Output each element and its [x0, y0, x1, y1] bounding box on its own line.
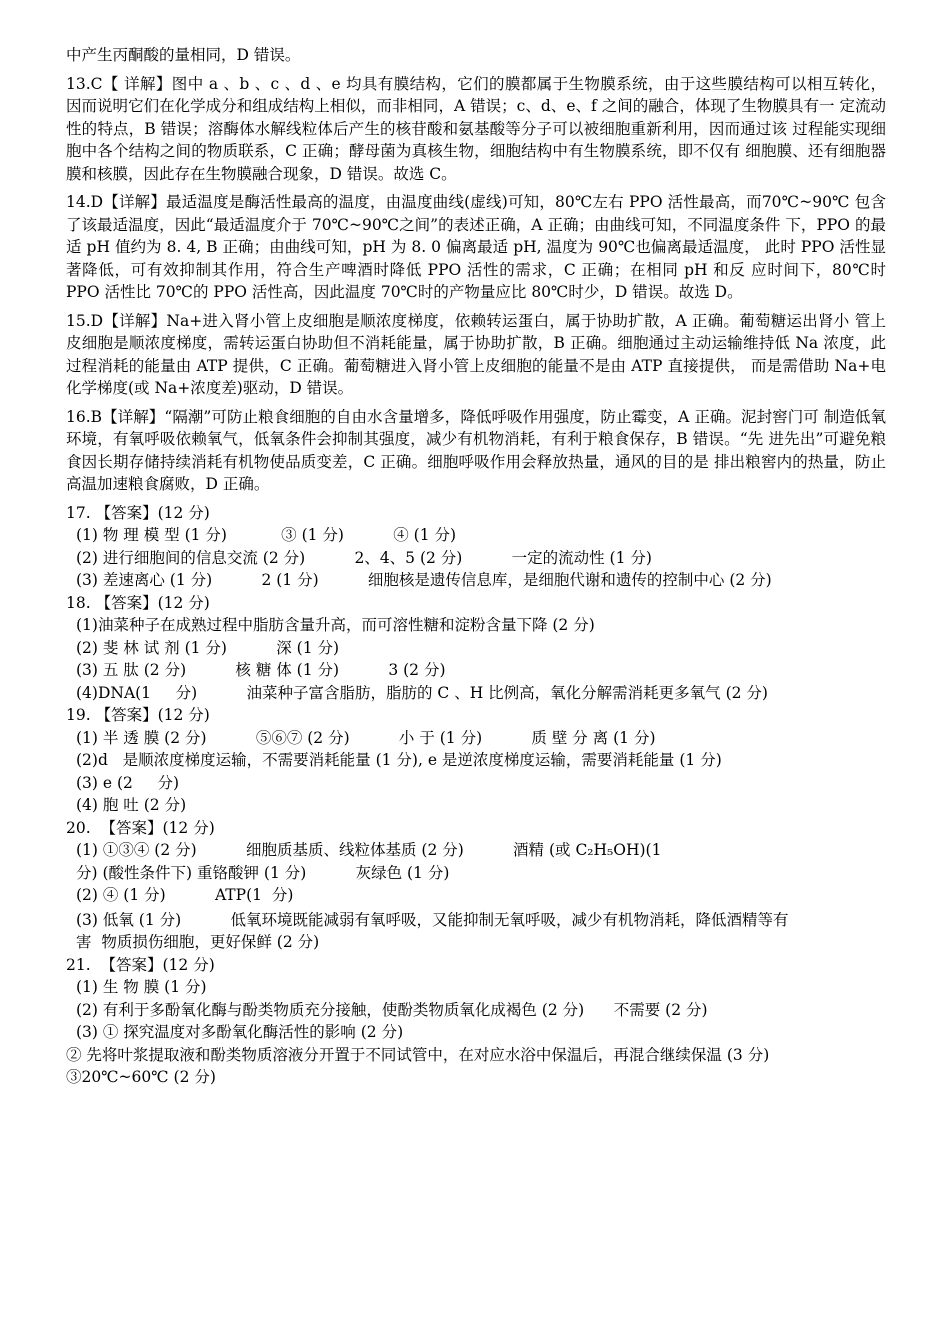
answer-line: ② 先将叶浆提取液和酚类物质溶液分开置于不同试管中，在对应水浴中保温后，再混合继续保温 (3 分)	[66, 1045, 770, 1064]
answer-block-q20	[66, 817, 886, 954]
answer-line: (3) 五 肽 (2 分) 核 糖 体 (1 分) 3 (2 分)	[76, 661, 446, 679]
answer-line: 分) (酸性条件下) 重铬酸钾 (1 分) 灰绿色 (1 分)	[76, 863, 450, 882]
answer-block-q21	[66, 954, 886, 1044]
explanation-q16: 16.B【详解】“隔潮”可防止粮食细胞的自由水含量增多，降低呼吸作用强度，防止霉变，A 正确。泥封窖门可 制造低氧环境，有氧呼吸依赖氧气，低氧条件会抑制其强度，减少有机物消耗，有利于粮食保存，B 错误。“先 进先出”可避免粮食因长期存储持续消耗有机物使品质变差，C 正确。细胞呼吸作用会释放热量，通风的目的是 排出粮窖内的热量，防止高温加速粮食腐败，D 正确。	[66, 407, 886, 493]
answer-document	[66, 44, 886, 1089]
answer-header: 19. 【答案】(12 分)	[66, 706, 210, 724]
answer-line: (1) ①③④ (2 分) 细胞质基质、线粒体基质 (2 分) 酒精 (或 C₂H₅OH)(1	[76, 841, 662, 859]
answer-line: (3) ① 探究温度对多酚氧化酶活性的影响 (2 分)	[76, 1023, 404, 1041]
answer-block-q19	[66, 704, 886, 817]
answer-line: ③20℃~60℃ (2 分)	[66, 1068, 216, 1086]
answer-line: 害 物质损伤细胞，更好保鲜 (2 分)	[76, 933, 320, 951]
answer-line: (4) 胞 吐 (2 分)	[76, 796, 187, 814]
answer-line: (1) 物 理 模 型 (1 分) ③ (1 分) ④ (1 分)	[76, 526, 457, 544]
answer-line: (2) 斐 林 试 剂 (1 分) 深 (1 分)	[76, 638, 340, 657]
answer-line: (3) 低氧 (1 分) 低氧环境既能减弱有氧呼吸，又能抑制无氧呼吸，减少有机物消耗，降低酒精等有	[76, 910, 789, 929]
answer-line: (1) 半 透 膜 (2 分) ⑤⑥⑦ (2 分) 小 于 (1 分) 质 壁 分 离 (1 分)	[76, 728, 656, 747]
explanation-q13: 13.C【 详解】图中 a 、b 、c 、d 、e 均具有膜结构，它们的膜都属于生物膜系统，由于这些膜结构可以相互转化， 因而说明它们在化学成分和组成结构上相似，而非相同，A 错误；c、d、e、f 之间的融合，体现了生物膜具有一 定流动性的特点，B 错误；溶酶体水解线粒体后产生的核苷酸和氨基酸等分子可以被细胞重新利用，因而通过该 过程能实现细胞中各个结构之间的物质联系，C 正确；酵母菌为真核生物，细胞结构中有生物膜系统，即不仅有 细胞膜、还有细胞器膜和核膜，因此存在生物膜融合现象，D 错误。故选 C。	[66, 74, 886, 183]
answer-block-q17	[66, 502, 886, 592]
answer-header: 17. 【答案】(12 分)	[66, 503, 210, 522]
explanation-q14: 14.D【详解】最适温度是酶活性最高的温度，由温度曲线(虚线)可知，80℃左右 PPO 活性最高，而70℃~90℃ 包含了该最适温度，因此“最适温度介于 70℃~90℃之间”的表述正确，A 正确；由曲线可知，不同温度条件 下，PPO 的最适 pH 值约为 8. 4, B 正确；由曲线可知，pH 为 8. 0 偏离最适 pH, 温度为 90℃也偏离最适温度， 此时 PPO 活性显著降低，可有效抑制其作用，符合生产啤酒时降低 PPO 活性的需求，C 正确；在相同 pH 和反 应时间下，80℃时 PPO 活性比 70℃的 PPO 活性高，因此温度 70℃时的产物量应比 80℃时少，D 错误。故选 D。	[66, 193, 886, 301]
answer-line: (2) ④ (1 分) ATP(1 分)	[76, 886, 294, 904]
answer-line: (2)d 是顺浓度梯度运输，不需要消耗能量 (1 分), e 是逆浓度梯度运输，需要消耗能量 (1 分)	[76, 751, 722, 769]
answer-header: 21. 【答案】(12 分)	[66, 955, 215, 974]
answer-line: (1) 生 物 膜 (1 分)	[76, 978, 207, 996]
explanation-q15: 15.D【详解】Na+进入肾小管上皮细胞是顺浓度梯度，依赖转运蛋白，属于协助扩散，A 正确。葡萄糖运出肾小 管上皮细胞是顺浓度梯度，需转运蛋白协助但不消耗能量，属于协助扩散，B 正确。细胞通过主动运输维持低 Na 浓度，此过程消耗的能量由 ATP 提供，C 正确。葡萄糖进入肾小管上皮细胞的能量不是由 ATP 直接提供， 而是需借助 Na+电化学梯度(或 Na+浓度差)驱动，D 错误。	[66, 311, 886, 397]
answer-line: (2) 进行细胞间的信息交流 (2 分) 2、4、5 (2 分) 一定的流动性 (1 分)	[76, 548, 652, 567]
answer-line: (1)油菜种子在成熟过程中脂肪含量升高，而可溶性糖和淀粉含量下降 (2 分)	[76, 616, 595, 634]
answer-line: (4)DNA(1 分) 油菜种子富含脂肪，脂肪的 C 、H 比例高，氧化分解需消耗更多氧气 (2 分)	[76, 683, 768, 702]
answer-line: (3) e (2 分)	[76, 773, 180, 792]
answer-header: 20. 【答案】(12 分)	[66, 818, 215, 837]
answer-block-q18	[66, 592, 886, 705]
answer-header: 18. 【答案】(12 分)	[66, 593, 210, 612]
answer-line: (2) 有利于多酚氧化酶与酚类物质充分接触，使酚类物质氧化成褐色 (2 分) 不需要 (2 分)	[76, 1000, 708, 1019]
answer-line: (3) 差速离心 (1 分) 2 (1 分) 细胞核是遗传信息库，是细胞代谢和遗传的控制中心 (2 分)	[76, 571, 772, 589]
text-paragraph: 中产生丙酮酸的量相同，D 错误。	[66, 46, 301, 64]
